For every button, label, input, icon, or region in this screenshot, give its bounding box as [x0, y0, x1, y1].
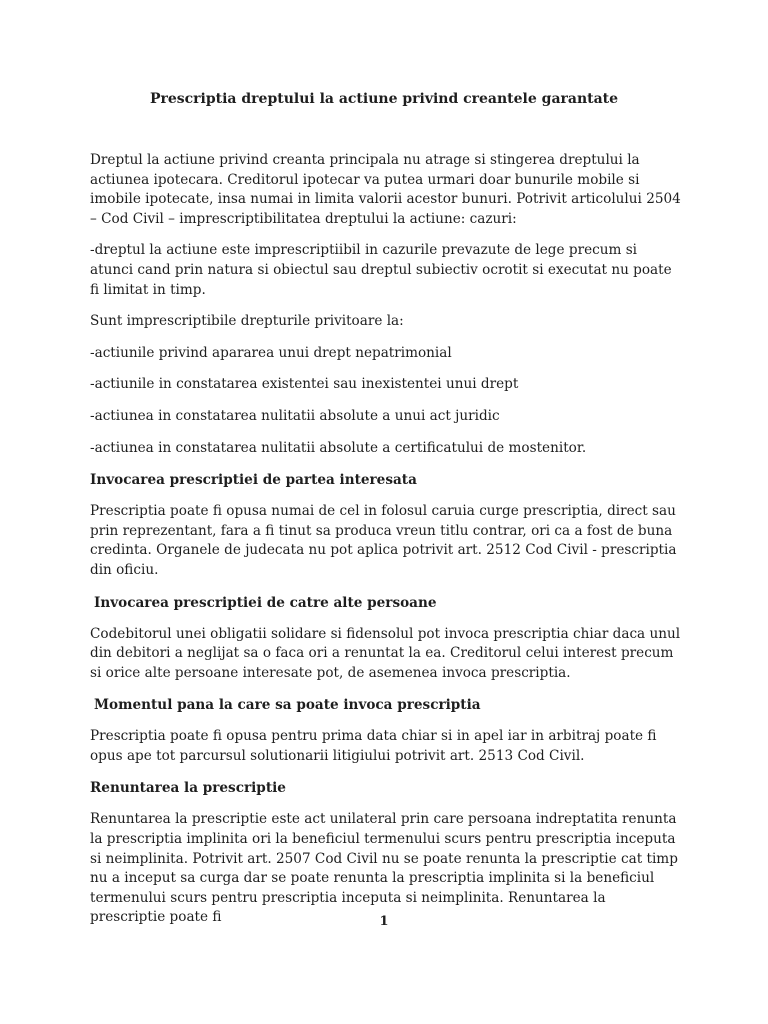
list-item: -actiunea in constatarea nulitatii absolute a unui act juridic: [90, 407, 500, 424]
section-heading: Momentul pana la care sa poate invoca prescriptia: [94, 697, 481, 714]
paragraph: Prescriptia poate fi opusa pentru prima data chiar si in apel iar in arbitraj poate fi opus ape tot parcursul solutionarii litigiului potrivit art. 2513 Cod Civil.: [90, 728, 657, 764]
paragraph: Renuntarea la prescriptie este act unilateral prin care persoana indreptatita renunta la prescriptia implinita ori la beneficiul termenului scurs pentru prescriptia inceputa si neimplinita. Potrivit art. 2507 Cod Civil nu se poate renunta la prescriptie cat timp nu a inceput sa curga dar se poate renunta la prescriptia implinita si la beneficiul termenului scurs pentru prescriptia inceputa si neimplinita. Renuntarea la prescriptie poate fi: [90, 811, 678, 926]
page-number: 1: [379, 914, 389, 929]
section-heading: Invocarea prescriptiei de catre alte persoane: [94, 594, 437, 611]
list-item: -actiunile in constatarea existentei sau inexistentei unui drept: [90, 376, 519, 393]
document-title: Prescriptia dreptului la actiune privind creantele garantate: [149, 91, 619, 107]
paragraph: Codebitorul unei obligatii solidare si fidensolul pot invoca prescriptia chiar daca unul din debitori a neglijat sa o faca ori a renuntat la ea. Creditorul celui interest precum si orice alte persoane interesate pot, de asemenea invoca prescriptia.: [90, 625, 681, 681]
section-heading: Invocarea prescriptiei de partea interesata: [90, 472, 417, 489]
paragraph: Sunt imprescriptibile drepturile privitoare la:: [90, 313, 404, 330]
paragraph: Dreptul la actiune privind creanta principala nu atrage si stingerea dreptului la actiunea ipotecara. Creditorul ipotecar va putea urmari doar bunurile mobile si imobile ipotecate, insa numai in limita valorii acestor bunuri. Potrivit articolului 2504 – Cod Civil – imprescriptibilitatea dreptului la actiune: cazuri:: [90, 152, 681, 227]
document-body: [90, 151, 682, 940]
paragraph: -dreptul la actiune este imprescriptiibil in cazurile prevazute de lege precum si atunci cand prin natura si obiectul sau dreptul subiectiv ocrotit si executat nu poate fi limitat in timp.: [90, 242, 672, 298]
paragraph: Prescriptia poate fi opusa numai de cel in folosul caruia curge prescriptia, direct sau prin reprezentant, fara a fi tinut sa produca vreun titlu contrar, ori ca a fost de buna credinta. Organele de judecata nu pot aplica potrivit art. 2512 Cod Civil - prescriptia din oficiu.: [90, 503, 677, 578]
list-item: -actiunea in constatarea nulitatii absolute a certificatului de mostenitor.: [90, 439, 587, 456]
list-item: -actiunile privind apararea unui drept nepatrimonial: [90, 344, 452, 361]
section-heading: Renuntarea la prescriptie: [90, 780, 286, 797]
